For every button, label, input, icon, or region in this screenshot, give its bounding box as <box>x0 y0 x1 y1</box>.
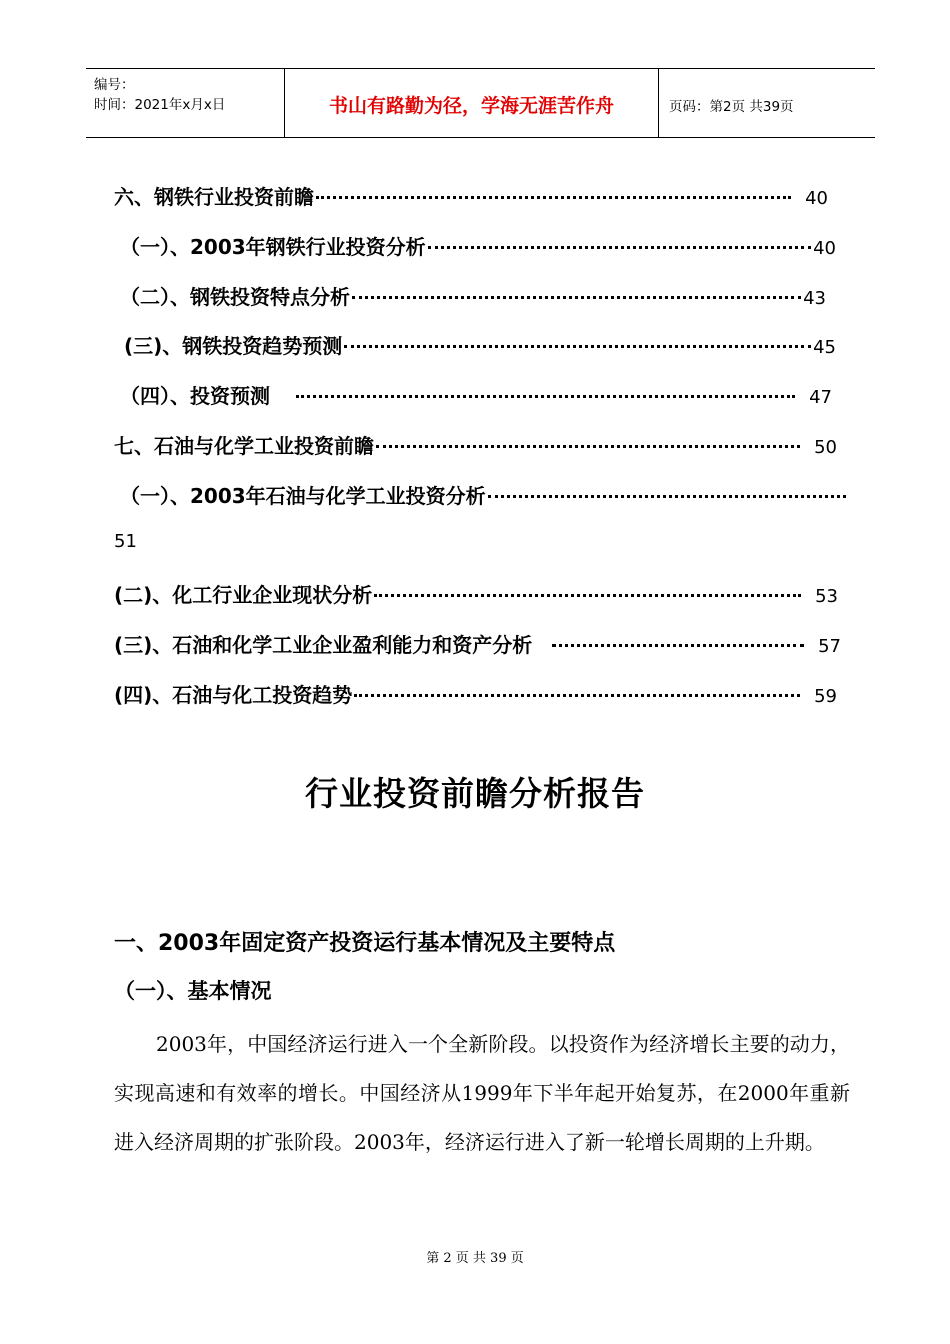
toc-entry-title: （一）、2003年石油与化学工业投资分析 <box>120 484 486 508</box>
toc-entry-title: （四）、投资预测 <box>120 384 270 408</box>
toc-entry-page: 43 <box>803 288 826 309</box>
toc-entry-page: 57 <box>818 636 841 657</box>
subsection-heading: （一）、基本情况 <box>114 979 272 1003</box>
toc-entry[interactable] <box>114 629 841 658</box>
page-footer: 第 2 页 共 39 页 <box>426 1251 524 1266</box>
toc-entry[interactable] <box>114 579 838 608</box>
toc-leader-dots <box>376 445 800 448</box>
toc-leader-dots <box>488 495 846 498</box>
header-page-label: 页码：第2页 共39页 <box>669 99 794 115</box>
toc-entry-page: 53 <box>815 586 838 607</box>
toc-entry[interactable] <box>124 330 836 359</box>
toc-leader-dots <box>428 246 811 249</box>
body-paragraph: 2003年，中国经济运行进入一个全新阶段。以投资作为经济增长主要的动力，实现高速和有效率的增长。中国经济从1999年下半年起开始复苏，在2000年重新进入经济周期的扩张阶段。2003年，经济运行进入了新一轮增长周期的上升期。 <box>114 1032 850 1154</box>
document-number-label: 编号： <box>94 77 135 93</box>
toc-entry[interactable] <box>114 430 837 459</box>
report-title: 行业投资前瞻分析报告 <box>305 774 645 813</box>
toc-entry[interactable] <box>120 231 836 260</box>
toc-leader-dots <box>552 644 804 647</box>
toc-entry-page: 50 <box>814 437 837 458</box>
toc-entry-page: 40 <box>805 188 828 209</box>
toc-leader-dots <box>316 196 791 199</box>
toc-entry-title: (三)、钢铁投资趋势预测 <box>124 334 343 358</box>
section-heading: 一、2003年固定资产投资运行基本情况及主要特点 <box>114 931 616 956</box>
toc-entry-page-wrapped: 51 <box>114 531 137 552</box>
toc-entry-title: (三)、石油和化学工业企业盈利能力和资产分析 <box>114 633 533 657</box>
document-date-label: 时间：2021年x月x日 <box>94 97 226 113</box>
header-page-cell <box>659 69 875 137</box>
toc-entry-page: 45 <box>813 337 836 358</box>
toc-leader-dots <box>374 594 801 597</box>
toc-entry-title: （一）、2003年钢铁行业投资分析 <box>120 235 426 259</box>
toc-entry-page: 59 <box>814 686 837 707</box>
header-info-cell <box>86 69 285 137</box>
toc-entry[interactable] <box>120 380 832 409</box>
toc-entry-title: （二）、钢铁投资特点分析 <box>120 285 350 309</box>
toc-leader-dots <box>352 296 801 299</box>
toc-entry-title: 六、钢铁行业投资前瞻 <box>114 185 314 209</box>
toc-entry-title: 七、石油与化学工业投资前瞻 <box>114 434 374 458</box>
toc-entry-title: (二)、化工行业企业现状分析 <box>114 583 373 607</box>
header-motto: 书山有路勤为径，学海无涯苦作舟 <box>328 95 614 117</box>
toc-entry[interactable] <box>120 480 848 509</box>
toc-entry[interactable] <box>114 181 828 210</box>
toc-leader-dots <box>296 395 795 398</box>
header-motto-cell <box>285 69 659 137</box>
toc-entry-page: 47 <box>809 387 832 408</box>
toc-leader-dots <box>354 694 800 697</box>
toc-entry-title: (四)、石油与化工投资趋势 <box>114 683 353 707</box>
page-header <box>86 68 875 138</box>
toc-entry[interactable] <box>114 679 837 708</box>
toc-leader-dots <box>344 345 811 348</box>
toc-entry-page: 40 <box>813 238 836 259</box>
toc-entry[interactable] <box>120 281 826 310</box>
